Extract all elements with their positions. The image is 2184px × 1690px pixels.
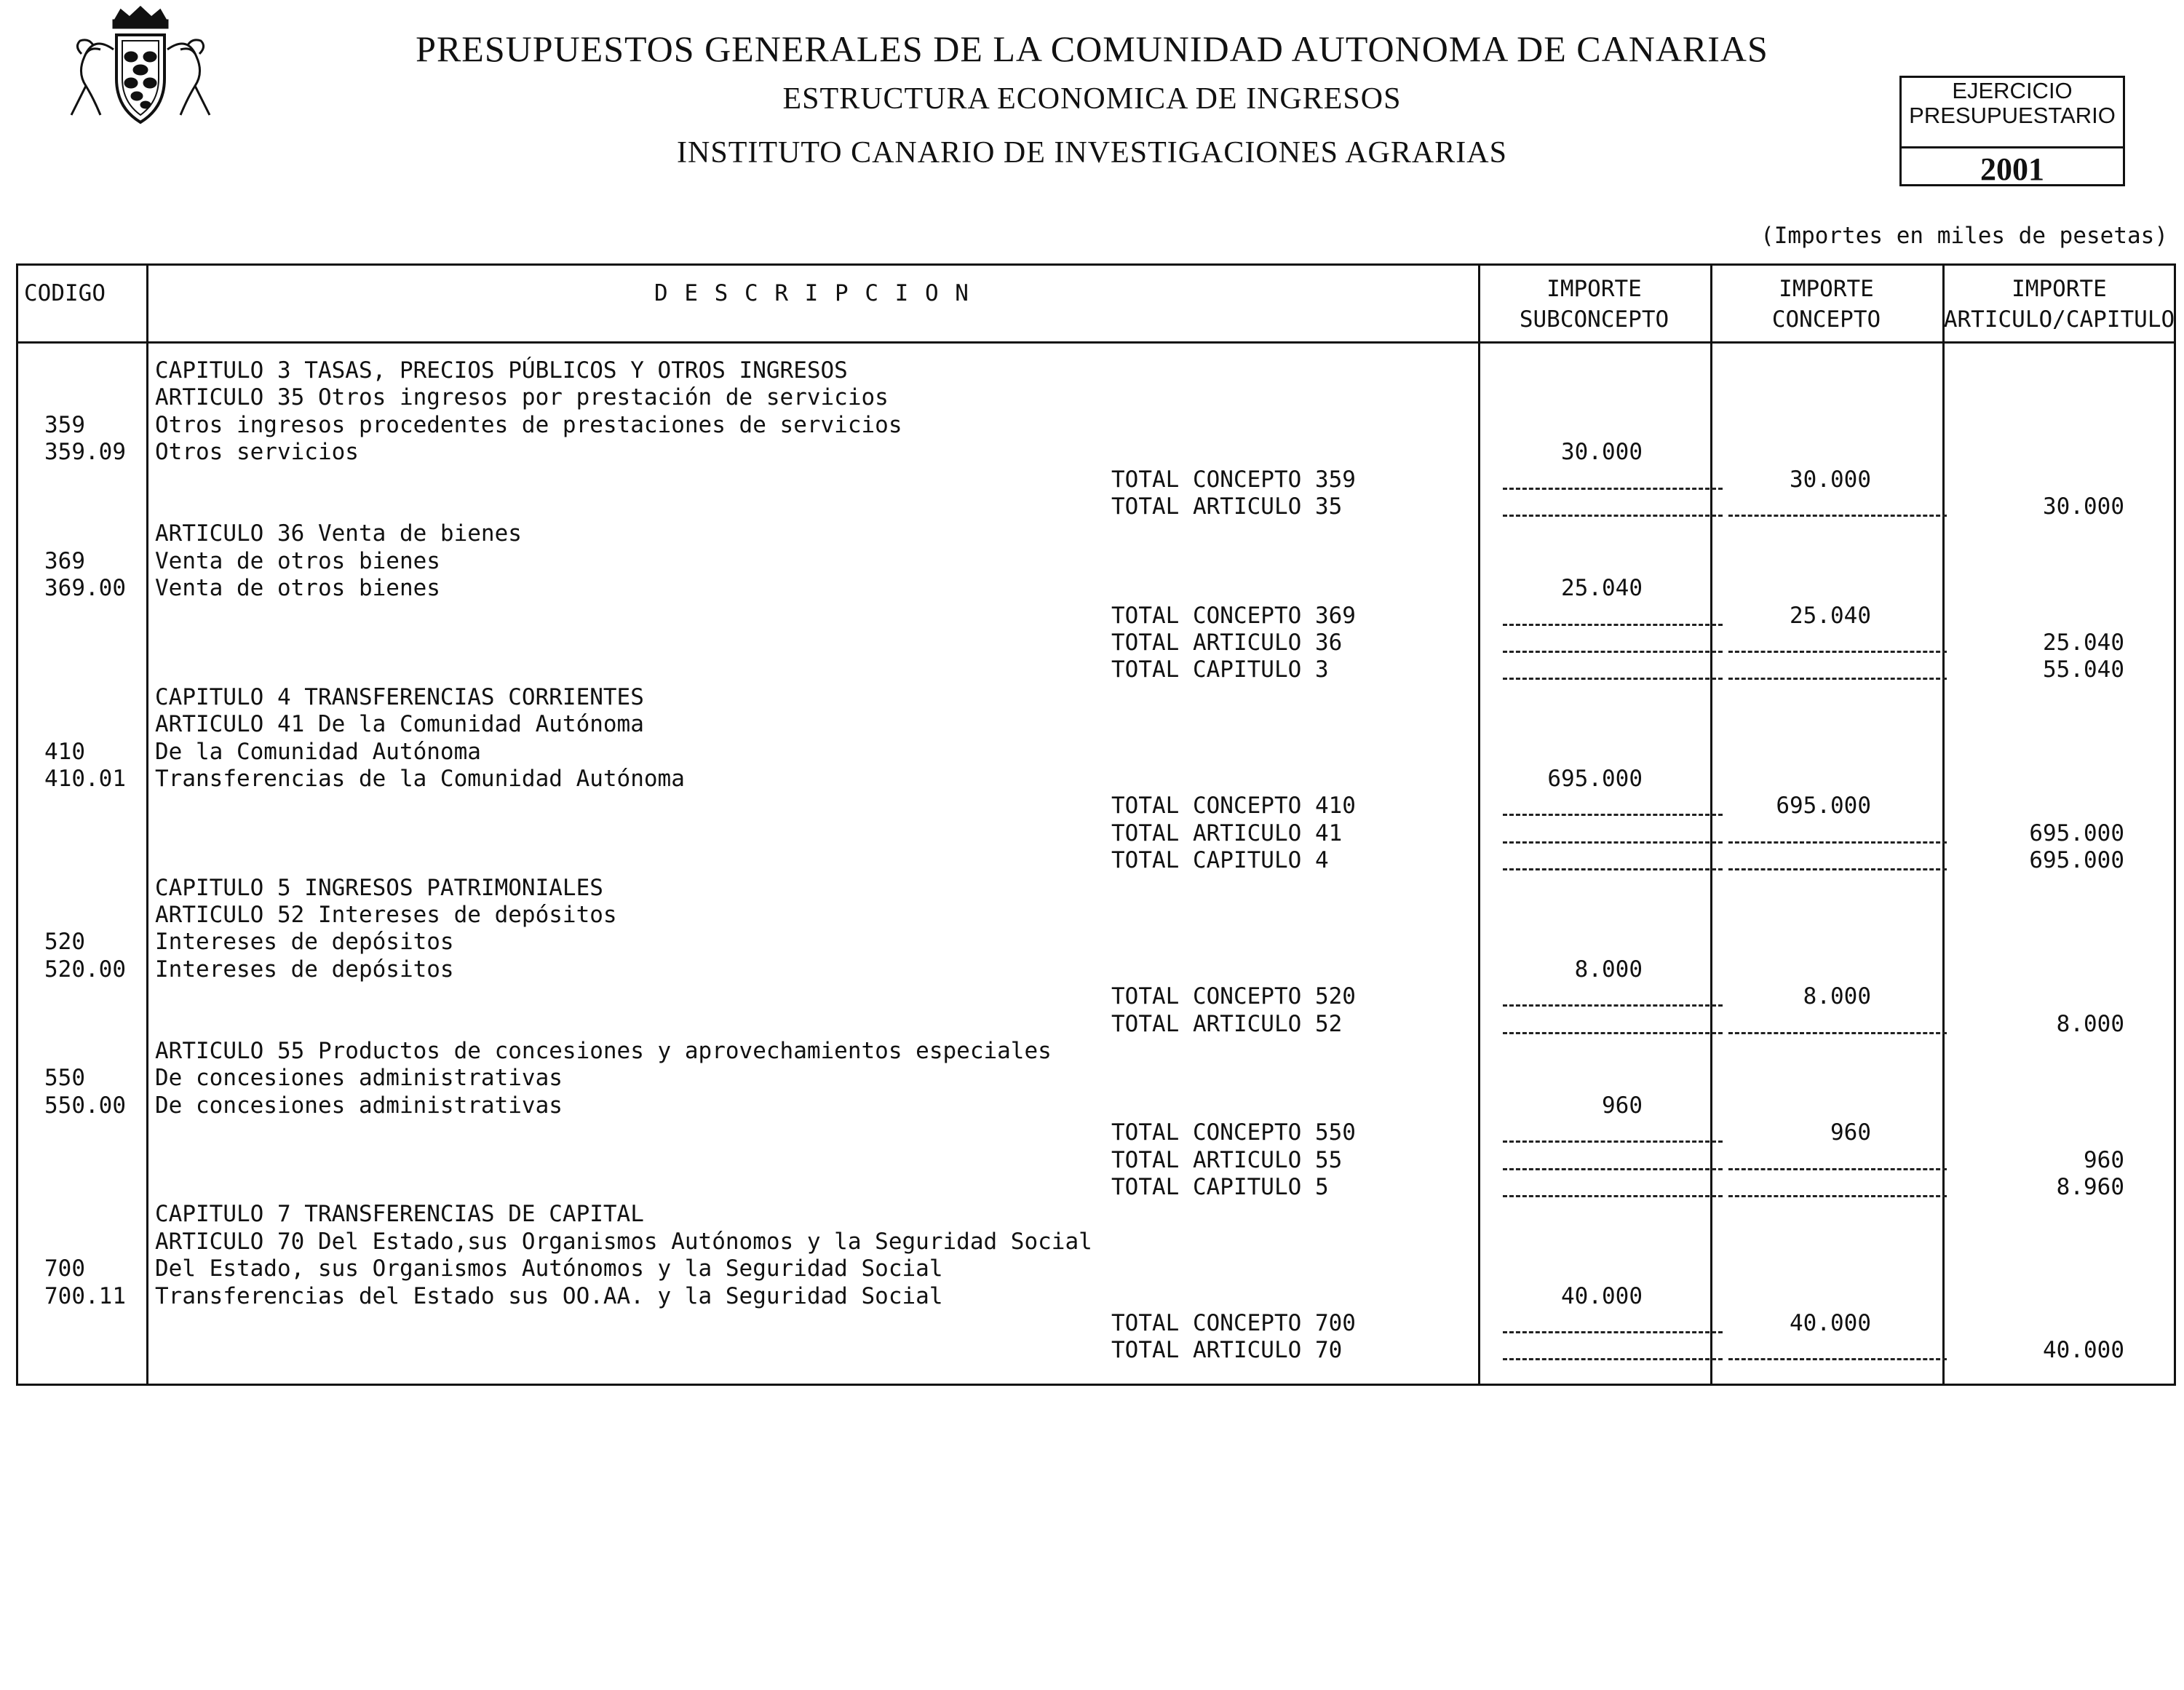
dotted-leader <box>1728 678 1947 680</box>
row-importe-concepto: 25.040 <box>1790 602 1871 629</box>
ejercicio-box <box>1899 76 2125 186</box>
row-description: ARTICULO 36 Venta de bienes <box>155 520 522 547</box>
row-total-label: TOTAL ARTICULO 41 <box>1111 820 1343 846</box>
row-code: 700 <box>44 1255 85 1282</box>
dotted-leader <box>1503 651 1723 653</box>
row-code: 410.01 <box>44 766 126 792</box>
dotted-leader <box>1503 1032 1723 1034</box>
table-row <box>18 548 2178 575</box>
dotted-leader <box>1728 1032 1947 1034</box>
row-description: CAPITULO 3 TASAS, PRECIOS PÚBLICOS Y OTROS INGRESOS <box>155 357 848 384</box>
ejercicio-year: 2001 <box>1980 151 2044 187</box>
row-description: ARTICULO 35 Otros ingresos por prestación de servicios <box>155 384 889 411</box>
row-description: Otros ingresos procedentes de prestaciones de servicios <box>155 411 902 438</box>
row-code: 700.11 <box>44 1282 126 1309</box>
table-row <box>18 384 2178 411</box>
ejercicio-divider <box>1902 146 2123 148</box>
row-total-label: TOTAL ARTICULO 55 <box>1111 1146 1343 1173</box>
header-importe-articulo-2: ARTICULO/CAPITULO <box>1943 306 2175 333</box>
dotted-leader <box>1503 488 1723 490</box>
header-descripcion: D E S C R I P C I O N <box>654 280 970 306</box>
dotted-leader <box>1728 841 1947 844</box>
row-description: De concesiones administrativas <box>155 1065 563 1092</box>
dotted-leader <box>1503 1140 1723 1143</box>
row-total-label: TOTAL CONCEPTO 520 <box>1111 983 1356 1010</box>
dotted-leader <box>1728 1168 1947 1170</box>
table-row <box>18 956 2178 983</box>
header-importe-subconcepto-1: IMPORTE <box>1546 276 1642 302</box>
row-importe-subconcepto: 960 <box>1602 1092 1643 1119</box>
row-description: ARTICULO 41 De la Comunidad Autónoma <box>155 711 644 738</box>
row-code: 359 <box>44 411 85 438</box>
table-row <box>18 493 2178 520</box>
row-total-label: TOTAL ARTICULO 52 <box>1111 1010 1343 1037</box>
row-description: Del Estado, sus Organismos Autónomos y la Seguridad Social <box>155 1255 943 1282</box>
header-codigo: CODIGO <box>24 280 106 306</box>
row-importe-articulo: 25.040 <box>2043 630 2124 656</box>
dotted-leader <box>1503 1168 1723 1170</box>
table-row <box>18 684 2178 711</box>
row-code: 359.09 <box>44 439 126 466</box>
table-row <box>18 820 2178 847</box>
row-description: ARTICULO 52 Intereses de depósitos <box>155 902 617 928</box>
row-importe-articulo: 960 <box>2084 1146 2124 1173</box>
table-row <box>18 630 2178 656</box>
table-row <box>18 1310 2178 1337</box>
row-importe-articulo: 40.000 <box>2043 1337 2124 1364</box>
table-row <box>18 1283 2178 1310</box>
table-row <box>18 575 2178 602</box>
table-row <box>18 711 2178 738</box>
header-importe-concepto-2: CONCEPTO <box>1771 306 1881 333</box>
table-row <box>18 412 2178 439</box>
header-importe-articulo-1: IMPORTE <box>2012 276 2107 302</box>
row-code: 369 <box>44 547 85 574</box>
row-importe-subconcepto: 695.000 <box>1547 766 1643 792</box>
row-description: CAPITULO 7 TRANSFERENCIAS DE CAPITAL <box>155 1201 644 1228</box>
table-row <box>18 467 2178 493</box>
row-importe-articulo: 8.000 <box>2056 1010 2124 1037</box>
dotted-leader <box>1503 1004 1723 1007</box>
row-total-label: TOTAL CAPITULO 5 <box>1111 1174 1329 1200</box>
row-total-label: TOTAL CONCEPTO 369 <box>1111 602 1356 629</box>
row-description: ARTICULO 55 Productos de concesiones y aprovechamientos especiales <box>155 1038 1052 1064</box>
presupuestario-label: PRESUPUESTARIO <box>1909 103 2116 128</box>
row-description: ARTICULO 70 Del Estado,sus Organismos Autónomos y la Seguridad Social <box>155 1228 1092 1255</box>
row-description: De la Comunidad Autónoma <box>155 738 481 765</box>
row-importe-concepto: 695.000 <box>1776 793 1871 820</box>
table-row <box>18 1174 2178 1201</box>
row-importe-concepto: 8.000 <box>1803 983 1871 1010</box>
row-description: CAPITULO 4 TRANSFERENCIAS CORRIENTES <box>155 683 644 710</box>
row-importe-subconcepto: 8.000 <box>1574 956 1643 983</box>
row-description: Intereses de depósitos <box>155 956 454 983</box>
row-total-label: TOTAL CONCEPTO 359 <box>1111 466 1356 493</box>
header-importe-subconcepto-2: SUBCONCEPTO <box>1519 306 1669 333</box>
row-description: Otros servicios <box>155 439 359 466</box>
table-row <box>18 1038 2178 1065</box>
table-row <box>18 656 2178 683</box>
row-importe-articulo: 8.960 <box>2056 1174 2124 1200</box>
table-row <box>18 520 2178 547</box>
table-row <box>18 1065 2178 1092</box>
dotted-leader <box>1503 515 1723 517</box>
row-description: CAPITULO 5 INGRESOS PATRIMONIALES <box>155 874 603 901</box>
row-code: 550.00 <box>44 1092 126 1119</box>
table-row <box>18 603 2178 630</box>
entity-name: INSTITUTO CANARIO DE INVESTIGACIONES AGRARIAS <box>677 136 1507 170</box>
row-importe-concepto: 30.000 <box>1790 466 1871 493</box>
dotted-leader <box>1728 515 1947 517</box>
dotted-leader <box>1728 1195 1947 1197</box>
row-importe-subconcepto: 25.040 <box>1561 575 1643 602</box>
table-row <box>18 929 2178 956</box>
table-row <box>18 983 2178 1010</box>
row-description: Transferencias de la Comunidad Autónoma <box>155 766 685 792</box>
row-importe-concepto: 960 <box>1830 1119 1871 1146</box>
row-total-label: TOTAL CONCEPTO 550 <box>1111 1119 1356 1146</box>
row-description: Venta de otros bienes <box>155 575 440 602</box>
dotted-leader <box>1728 651 1947 653</box>
table-row <box>18 1201 2178 1228</box>
dotted-leader <box>1503 814 1723 816</box>
row-importe-concepto: 40.000 <box>1790 1310 1871 1336</box>
row-total-label: TOTAL ARTICULO 70 <box>1111 1337 1343 1364</box>
dotted-leader <box>1503 678 1723 680</box>
table-row <box>18 766 2178 793</box>
dotted-leader <box>1503 1358 1723 1360</box>
row-total-label: TOTAL CONCEPTO 410 <box>1111 793 1356 820</box>
row-total-label: TOTAL ARTICULO 36 <box>1111 630 1343 656</box>
table-row <box>18 439 2178 466</box>
row-importe-articulo: 30.000 <box>2043 493 2124 520</box>
row-code: 520.00 <box>44 956 126 983</box>
dotted-leader <box>1728 868 1947 870</box>
document-subtitle: ESTRUCTURA ECONOMICA DE INGRESOS <box>782 82 1402 116</box>
dotted-leader <box>1503 1331 1723 1333</box>
row-total-label: TOTAL ARTICULO 35 <box>1111 493 1343 520</box>
ejercicio-label: EJERCICIO <box>1952 78 2073 103</box>
row-importe-subconcepto: 30.000 <box>1561 439 1643 466</box>
row-total-label: TOTAL CAPITULO 3 <box>1111 656 1329 683</box>
table-row <box>18 875 2178 902</box>
row-description: Intereses de depósitos <box>155 929 454 956</box>
row-description: Venta de otros bienes <box>155 547 440 574</box>
row-total-label: TOTAL CAPITULO 4 <box>1111 847 1329 874</box>
row-code: 410 <box>44 738 85 765</box>
table-row <box>18 902 2178 929</box>
dotted-leader <box>1503 868 1723 870</box>
budget-table <box>16 263 2176 1386</box>
table-row <box>18 1147 2178 1174</box>
row-importe-articulo: 695.000 <box>2029 820 2124 846</box>
table-row <box>18 1229 2178 1255</box>
row-total-label: TOTAL CONCEPTO 700 <box>1111 1310 1356 1336</box>
row-description: De concesiones administrativas <box>155 1092 563 1119</box>
units-note: (Importes en miles de pesetas) <box>1760 223 2168 249</box>
row-importe-articulo: 55.040 <box>2043 656 2124 683</box>
table-row <box>18 1255 2178 1282</box>
table-row <box>18 793 2178 820</box>
row-code: 520 <box>44 929 85 956</box>
table-row <box>18 847 2178 874</box>
row-importe-subconcepto: 40.000 <box>1561 1282 1643 1309</box>
row-code: 369.00 <box>44 575 126 602</box>
header-divider <box>18 341 2174 344</box>
dotted-leader <box>1503 841 1723 844</box>
dotted-leader <box>1503 1195 1723 1197</box>
document-title: PRESUPUESTOS GENERALES DE LA COMUNIDAD AUTONOMA DE CANARIAS <box>416 28 1768 69</box>
table-row <box>18 1011 2178 1038</box>
row-code: 550 <box>44 1065 85 1092</box>
table-row <box>18 1092 2178 1119</box>
canarias-coat-of-arms-icon <box>64 6 217 137</box>
row-description: Transferencias del Estado sus OO.AA. y la Seguridad Social <box>155 1282 943 1309</box>
table-row <box>18 357 2178 384</box>
dotted-leader <box>1503 624 1723 626</box>
row-importe-articulo: 695.000 <box>2029 847 2124 874</box>
dotted-leader <box>1728 1358 1947 1360</box>
table-row <box>18 739 2178 766</box>
header-importe-concepto-1: IMPORTE <box>1779 276 1874 302</box>
table-row <box>18 1337 2178 1364</box>
table-row <box>18 1119 2178 1146</box>
